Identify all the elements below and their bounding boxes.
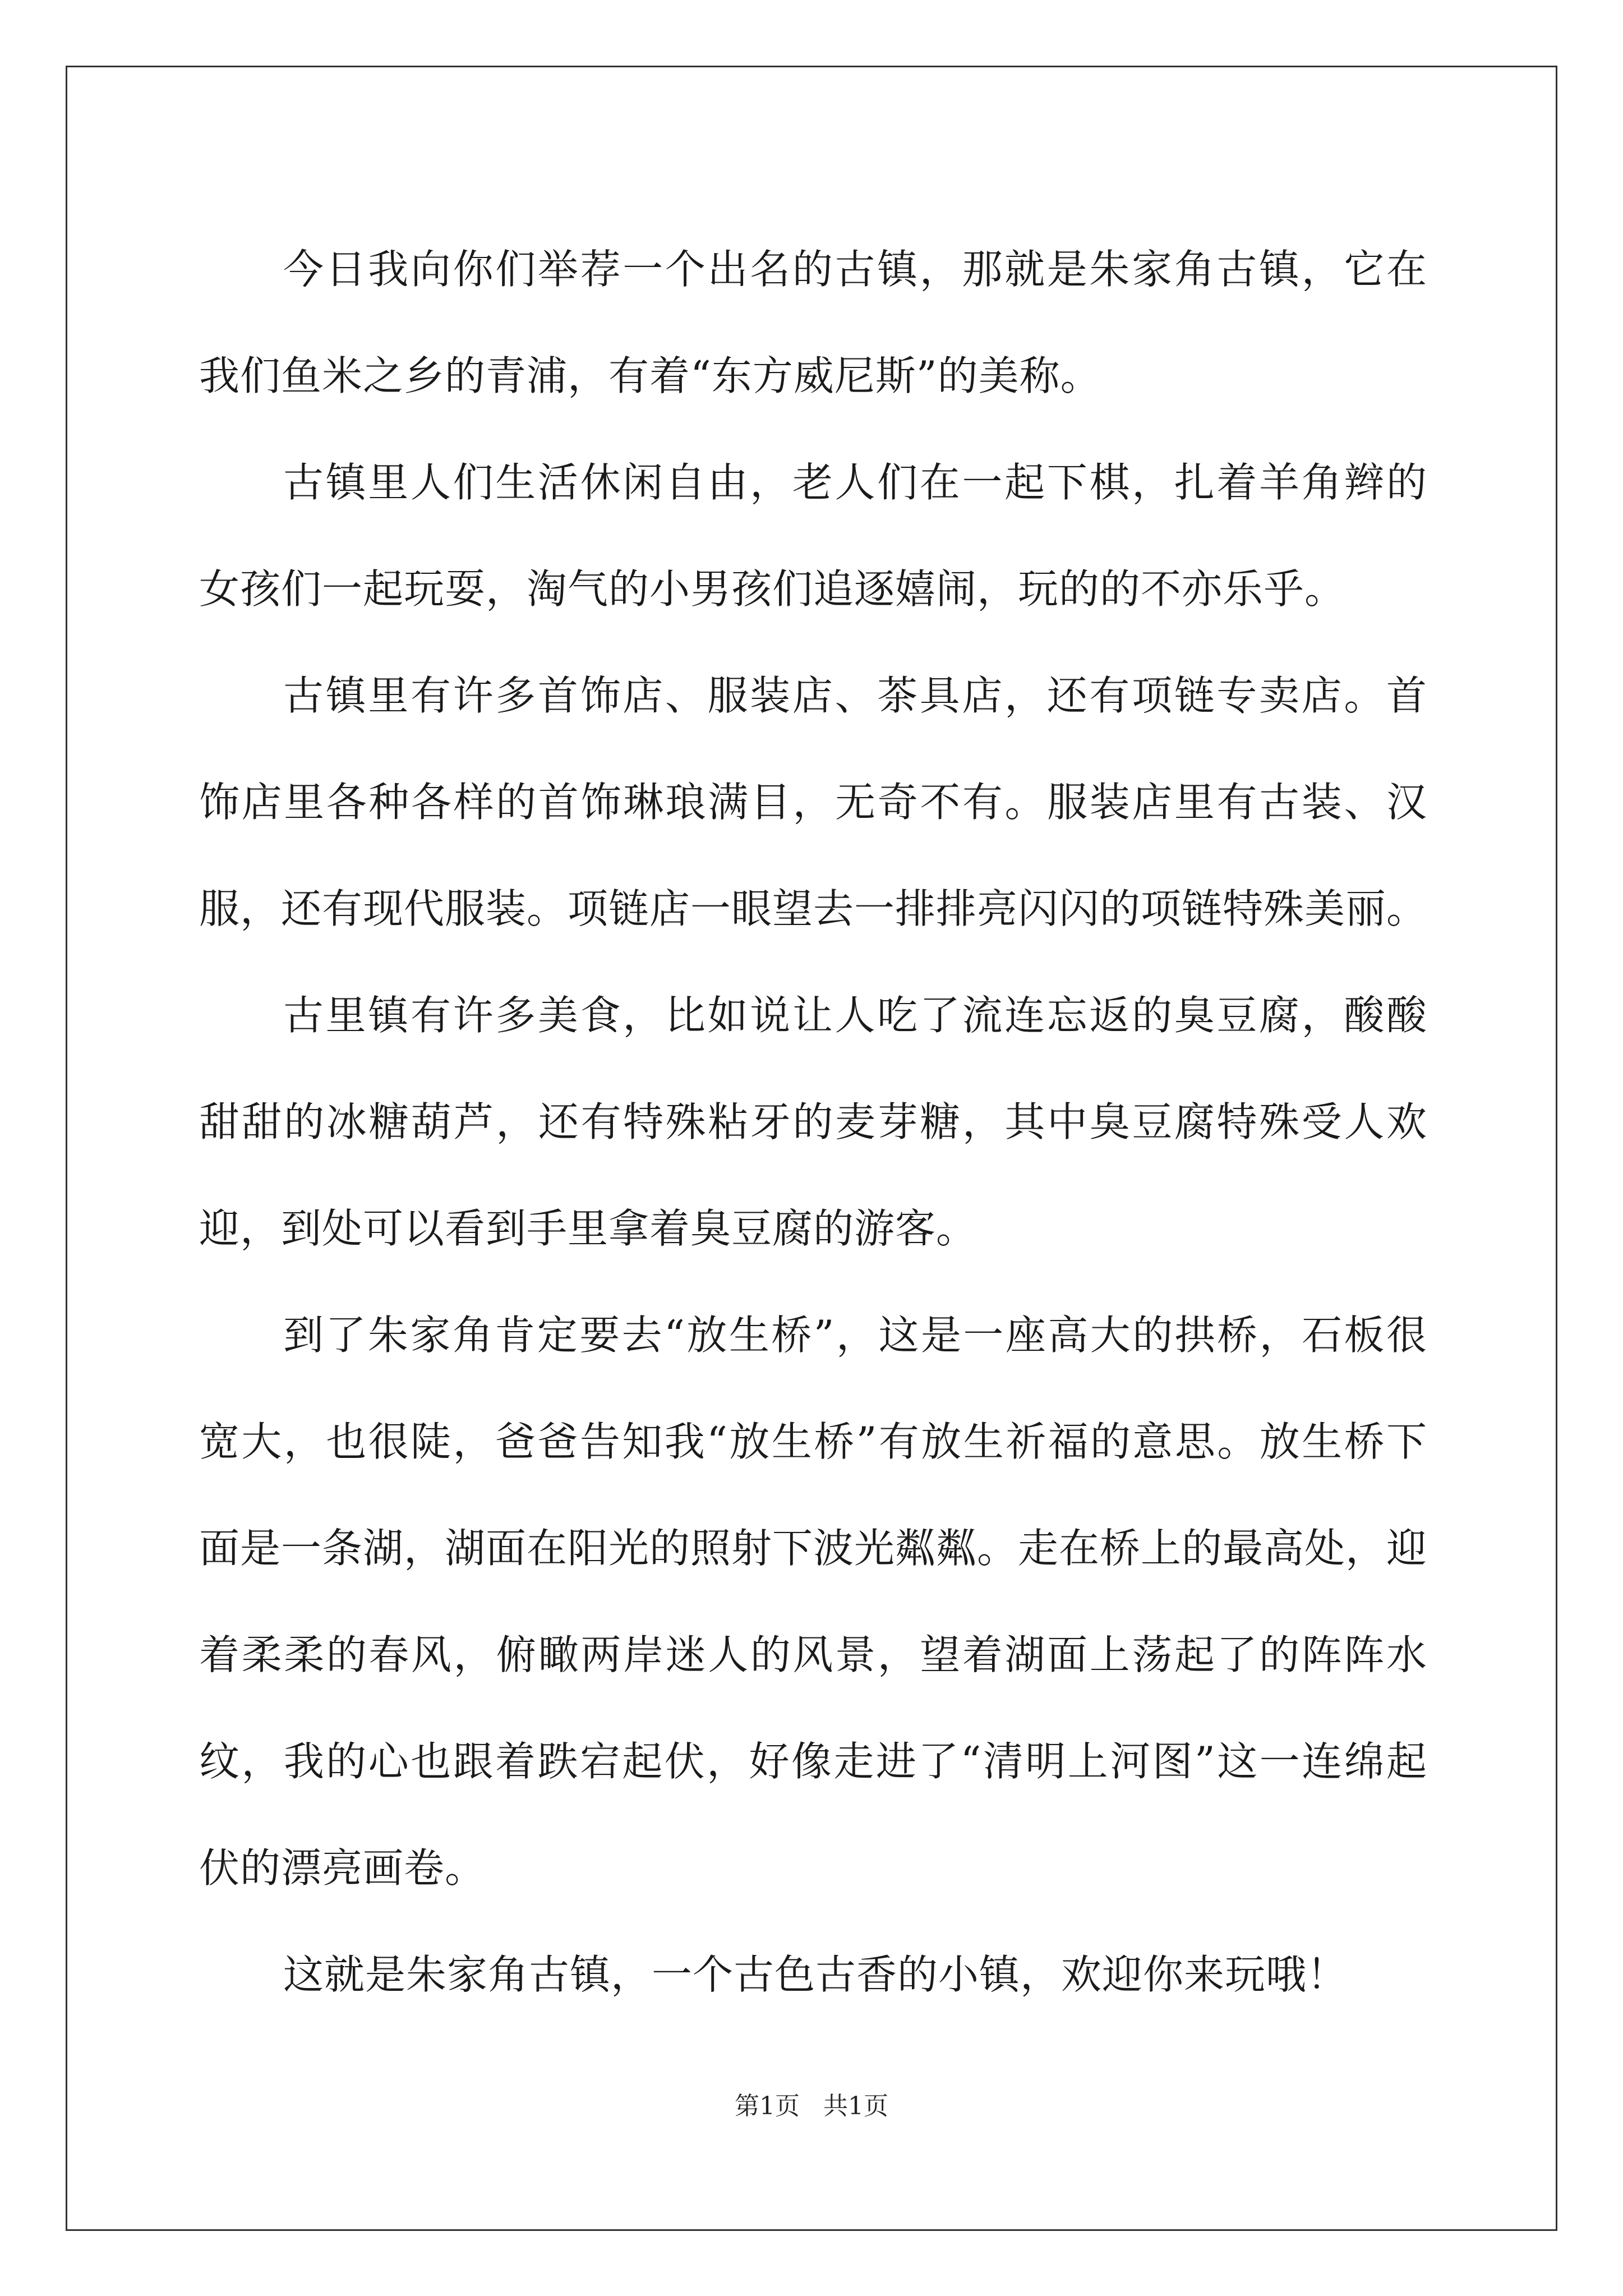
page-footer: 第1页 共1页 — [735, 2092, 888, 2120]
document-body — [199, 216, 1427, 2028]
paragraph-3: 古镇里有许多首饰店、服装店、茶具店，还有项链专卖店。首饰店里各种各样的首饰琳琅满目，无奇不有。服装店里有古装、汉服，还有现代服装。项链店一眼望去一排排亮闪闪的项链特殊美丽。 — [199, 672, 1428, 932]
paragraph-4: 古里镇有许多美食，比如说让人吃了流连忘返的臭豆腐，酸酸甜甜的冰糖葫芦，还有特殊粘牙的麦芽糖，其中臭豆腐特殊受人欢迎，到处可以看到手里拿着臭豆腐的游客。 — [199, 992, 1427, 1252]
paragraph-6: 这就是朱家角古镇，一个古色古香的小镇，欢迎你来玩哦！ — [283, 1951, 1348, 1998]
paragraph-5: 到了朱家角肯定要去“放生桥”，这是一座高大的拱桥，石板很宽大，也很陡，爸爸告知我“放生桥”有放生祈福的意思。放生桥下面是一条湖，湖面在阳光的照射下波光粼粼。走在桥上的最高处，迎着柔柔的春风，俯瞰两岸迷人的风景，望着湖面上荡起了的阵阵水纹，我的心也跟着跌宕起伏，好像走进了“清明上河图”这一连绵起伏的漂亮画卷。 — [199, 1312, 1428, 1892]
paragraph-1: 今日我向你们举荐一个出名的古镇，那就是朱家角古镇，它在我们鱼米之乡的青浦，有着“东方威尼斯”的美称。 — [199, 246, 1427, 399]
paragraph-2: 古镇里人们生活休闲自由，老人们在一起下棋，扎着羊角辫的女孩们一起玩耍，淘气的小男孩们追逐嬉闹，玩的的不亦乐乎。 — [199, 459, 1427, 613]
